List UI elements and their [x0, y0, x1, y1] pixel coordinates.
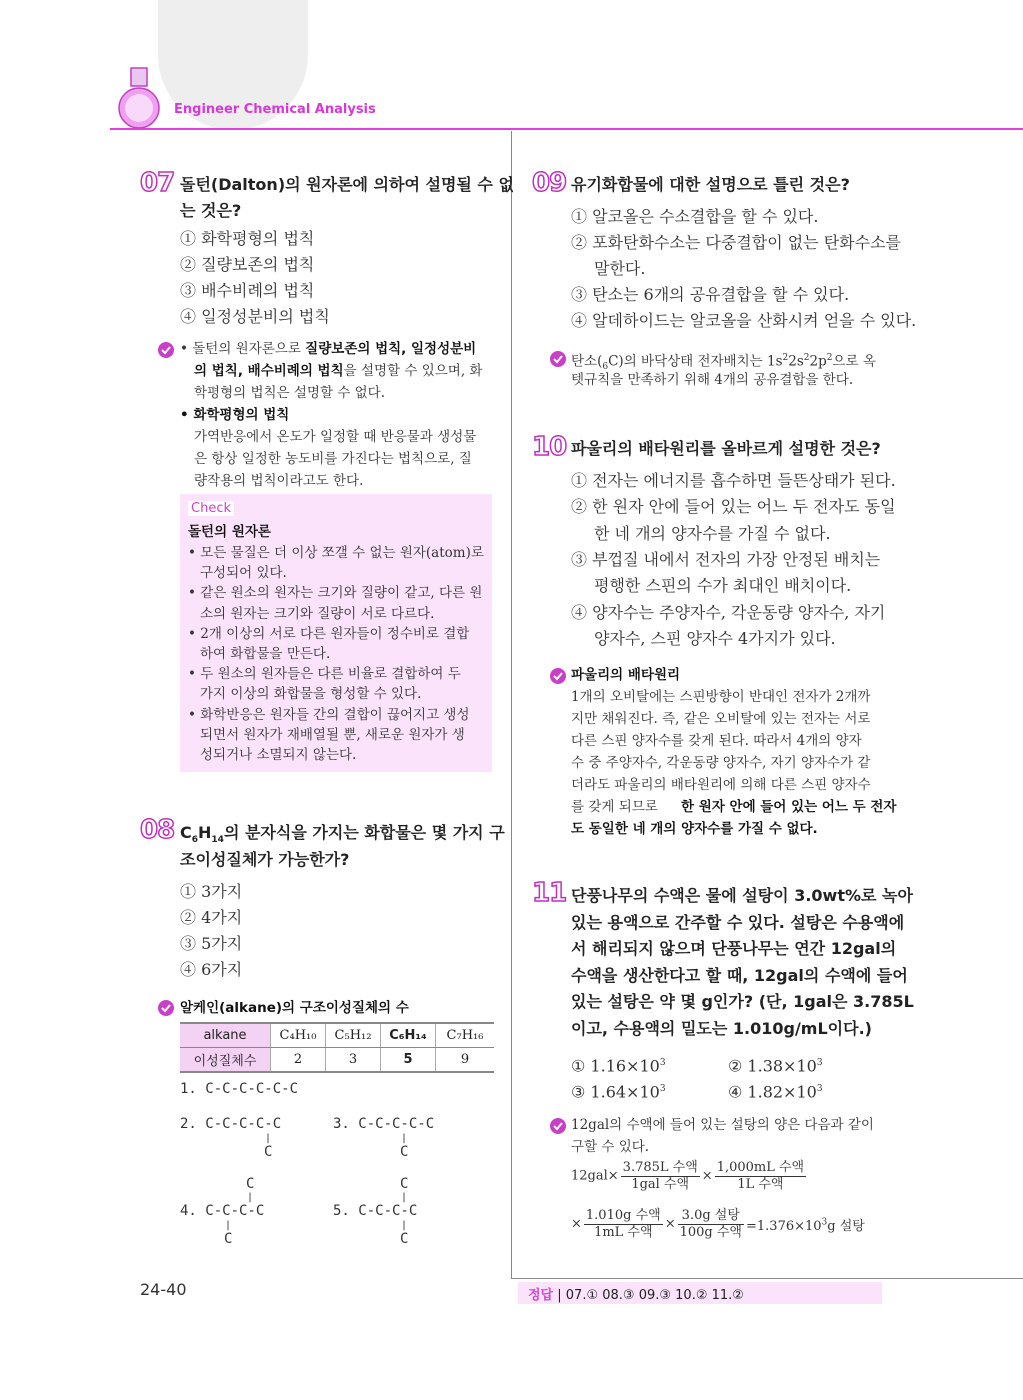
bond-line: |: [401, 1133, 408, 1144]
option: ④ 양자수는 주양자수, 각운동량 양자수, 자기: [571, 602, 886, 622]
question-text: 파울리의 배타원리를 올바르게 설명한 것은?: [571, 439, 881, 458]
branch-carbon: C: [400, 1176, 409, 1192]
explanation-text: 더라도 파울리의 배타원리에 의해 다른 스핀 양자수: [571, 777, 871, 793]
explanation-bold: 질량보존의 법칙, 일정성분비: [305, 341, 477, 357]
column-divider: [511, 131, 512, 1279]
check-label: Check: [188, 501, 234, 516]
option: 평행한 스핀의 수가 최대인 배치이다.: [594, 576, 852, 596]
question-text: 는 것은?: [180, 201, 242, 220]
explanation-bold: 도 동일한 네 개의 양자수를 가질 수 없다.: [571, 821, 818, 837]
explanation-heading: 알케인(alkane)의 구조이성질체의 수: [180, 1000, 409, 1016]
structure-3: 3. C-C-C-C-C: [333, 1116, 435, 1132]
check-list-item: 가지 이상의 화합물을 형성할 수 있다.: [200, 686, 422, 703]
table-header: C₅H₁₂: [326, 1023, 381, 1048]
bond-line: |: [401, 1192, 408, 1203]
option: 한 네 개의 양자수를 가질 수 없다.: [594, 523, 831, 543]
check-list-item: • 2개 이상의 서로 다른 원자들이 정수비로 결합: [188, 625, 470, 642]
question-text: 유기화합물에 대한 설명으로 틀린 것은?: [571, 175, 850, 194]
explanation-bold: 한 원자 안에 들어 있는 어느 두 전자: [681, 799, 897, 815]
check-icon: [157, 999, 175, 1017]
branch-carbon: C: [224, 1231, 233, 1247]
check-list-item: • 모든 물질은 더 이상 쪼갤 수 없는 원자(atom)로: [188, 545, 484, 561]
explanation-text: 수 중 주양자수, 각운동량 양자수, 자기 양자수가 같: [571, 755, 871, 771]
formula-line-1: 12gal× $\frac{\text{3.785L 수액}}{\text{1gal 수액}}$ × $\frac{\text{1,000mL 수액}}{\text{1L 수액}}$: [571, 1160, 805, 1192]
explanation-text: 탄소$(_6C)$의 바닥상태 전자배치는 $1s^22s^22p^2$으로 옥: [571, 353, 876, 373]
explanation-text: 구할 수 있다.: [571, 1139, 650, 1155]
structure-2: 2. C-C-C-C-C: [180, 1116, 282, 1132]
isomer-table: [180, 1022, 494, 1073]
page-number: 24-40: [140, 1280, 187, 1299]
explanation-text: 12gal의 수액에 들어 있는 설탕의 양은 다음과 같이: [571, 1117, 874, 1133]
question-text: 단풍나무의 수액은 물에 설탕이 3.0wt%로 녹아: [571, 886, 913, 905]
check-list-item: • 두 원소의 원자들은 다른 비율로 결합하여 두: [188, 666, 461, 683]
question-text: $C_6H_{14}$의 분자식을 가지는 화합물은 몇 가지 구: [180, 823, 505, 846]
option: ③ 탄소는 6개의 공유결합을 할 수 있다.: [571, 285, 850, 304]
header-title: Engineer Chemical Analysis: [174, 102, 376, 117]
option: ④ 일정성분비의 법칙: [180, 307, 330, 326]
formula-line-2: × $\frac{\text{1.010g 수액}}{\text{1mL 수액}}$ × $\frac{\text{3.0g 설탕}}{\text{100g 수액}}$ $=1.376\times 10^3g$ 설탕: [571, 1208, 865, 1240]
check-icon: [549, 1117, 567, 1135]
branch-carbon: C: [264, 1144, 273, 1160]
explanation-text: 을 설명할 수 있으며, 화: [343, 363, 483, 379]
explanation-heading: 파울리의 배타원리: [571, 667, 681, 683]
explanation-text: 량작용의 법칙이라고도 한다.: [194, 473, 364, 489]
question-text: 돌턴(Dalton)의 원자론에 의하여 설명될 수 없: [180, 175, 514, 194]
explanation-text: 를 갖게 되므로: [571, 799, 658, 815]
option: ① 전자는 에너지를 흡수하면 들뜬상태가 된다.: [571, 471, 896, 490]
branch-carbon: C: [246, 1176, 255, 1192]
structure-4: 4. C-C-C-C: [180, 1203, 265, 1219]
branch-carbon: C: [400, 1144, 409, 1160]
explanation-text: 텟규칙을 만족하기 위해 4개의 공유결합을 한다.: [571, 372, 854, 388]
bond-line: |: [247, 1192, 254, 1203]
question-text: 서 해리되지 않으며 단풍나무는 연간 12gal의: [571, 939, 897, 958]
explanation-text: 은 항상 일정한 농도비를 가진다는 법칙으로, 질: [194, 451, 472, 467]
question-text: 이고, 수용액의 밀도는 1.010g/mL이다.): [571, 1018, 872, 1038]
option: 양자수, 스핀 양자수 4가지가 있다.: [594, 628, 836, 648]
check-list-item: 성되거나 소멸되지 않는다.: [200, 747, 357, 763]
option: ① 3가지: [180, 882, 243, 901]
question-text: 조이성질체가 가능한가?: [180, 850, 350, 869]
explanation-text: 가역반응에서 온도가 일정할 때 반응물과 생성물: [194, 429, 477, 445]
explanation-text: • 돌턴의 원자론으로: [180, 341, 306, 357]
option: ① $1.16\times 10^3$: [571, 1056, 666, 1076]
question-text: 수액을 생산한다고 할 때, 12gal의 수액에 들어: [571, 965, 908, 985]
option: ② 질량보존의 법칙: [180, 255, 315, 274]
explanation-text: 학평형의 법칙은 설명할 수 없다.: [194, 385, 385, 401]
option: ③ 부껍질 내에서 전자의 가장 안정된 배치는: [571, 549, 881, 569]
check-icon: [549, 350, 567, 368]
table-cell: 2: [271, 1048, 326, 1073]
check-list-item: 소의 원자는 크기와 질량이 서로 다르다.: [200, 605, 435, 622]
option: ② $1.38\times 10^3$: [728, 1056, 823, 1076]
table-cell: 9: [436, 1048, 495, 1073]
header-rule: [110, 128, 1023, 130]
check-list-item: • 같은 원소의 원자는 크기와 질량이 같고, 다른 원: [188, 585, 483, 602]
explanation-text: 지만 채워진다. 즉, 같은 오비탈에 있는 전자는 서로: [571, 711, 871, 727]
check-list-item: 구성되어 있다.: [200, 565, 287, 582]
question-number: 07: [140, 168, 175, 198]
answer-text: | 07.① 08.③ 09.③ 10.② 11.②: [557, 1288, 744, 1303]
flask-icon: [114, 66, 164, 130]
option: ④ 6가지: [180, 960, 243, 979]
question-number: 08: [140, 815, 175, 845]
check-list-item: 하여 화합물을 만든다.: [200, 646, 331, 662]
option: ② 포화탄화수소는 다중결합이 없는 탄화수소를: [571, 233, 902, 252]
table-header: alkane: [180, 1023, 271, 1048]
bond-line: |: [401, 1220, 408, 1231]
option: 말한다.: [594, 259, 646, 278]
structure-1: 1. C-C-C-C-C-C: [180, 1081, 299, 1097]
check-icon: [549, 667, 567, 685]
table-cell: 3: [326, 1048, 381, 1073]
bond-line: |: [225, 1220, 232, 1231]
option: ② 4가지: [180, 908, 243, 927]
explanation-text: 1개의 오비탈에는 스핀방향이 반대인 전자가 2개까: [571, 689, 871, 705]
footer-rule: [511, 1278, 1023, 1279]
explanation-text: 다른 스핀 양자수를 갖게 된다. 따라서 4개의 양자: [571, 733, 862, 749]
check-icon: [157, 341, 175, 359]
question-number: 09: [532, 168, 567, 198]
table-header: C₆H₁₄: [381, 1023, 436, 1048]
check-list-item: • 화학반응은 원자들 간의 결합이 끊어지고 생성: [188, 706, 470, 723]
check-list-item: 되면서 원자가 재배열될 뿐, 새로운 원자가 생: [200, 726, 465, 743]
table-cell: 5: [381, 1048, 436, 1073]
option: ① 화학평형의 법칙: [180, 229, 315, 248]
bond-line: |: [265, 1133, 272, 1144]
option: ④ 알데하이드는 알코올을 산화시켜 얻을 수 있다.: [571, 311, 917, 330]
option: ① 알코올은 수소결합을 할 수 있다.: [571, 207, 819, 226]
table-header: C₄H₁₀: [271, 1023, 326, 1048]
explanation-bold: 의 법칙, 배수비례의 법칙: [194, 363, 344, 379]
table-row-label: 이성질체수: [180, 1048, 271, 1073]
option: ③ 5가지: [180, 934, 243, 953]
option: ③ $1.64\times 10^3$: [571, 1082, 666, 1102]
question-text: 있는 설탕은 약 몇 g인가? (단, 1gal은 3.785L: [571, 992, 914, 1011]
branch-carbon: C: [400, 1231, 409, 1247]
option: ② 한 원자 안에 들어 있는 어느 두 전자도 동일: [571, 497, 896, 517]
answer-label: 정답: [528, 1288, 554, 1303]
question-number: 11: [532, 878, 567, 908]
structure-5: 5. C-C-C-C: [333, 1203, 418, 1219]
question-number: 10: [532, 432, 567, 462]
check-title: 돌턴의 원자론: [188, 524, 271, 540]
option: ④ $1.82\times 10^3$: [728, 1082, 823, 1102]
question-text: 있는 용액으로 간주할 수 있다. 설탕은 수용액에: [571, 912, 905, 932]
answer-line: [528, 1284, 744, 1303]
explanation-heading: • 화학평형의 법칙: [180, 407, 290, 423]
table-header: C₇H₁₆: [436, 1023, 495, 1048]
option: ③ 배수비례의 법칙: [180, 281, 315, 300]
